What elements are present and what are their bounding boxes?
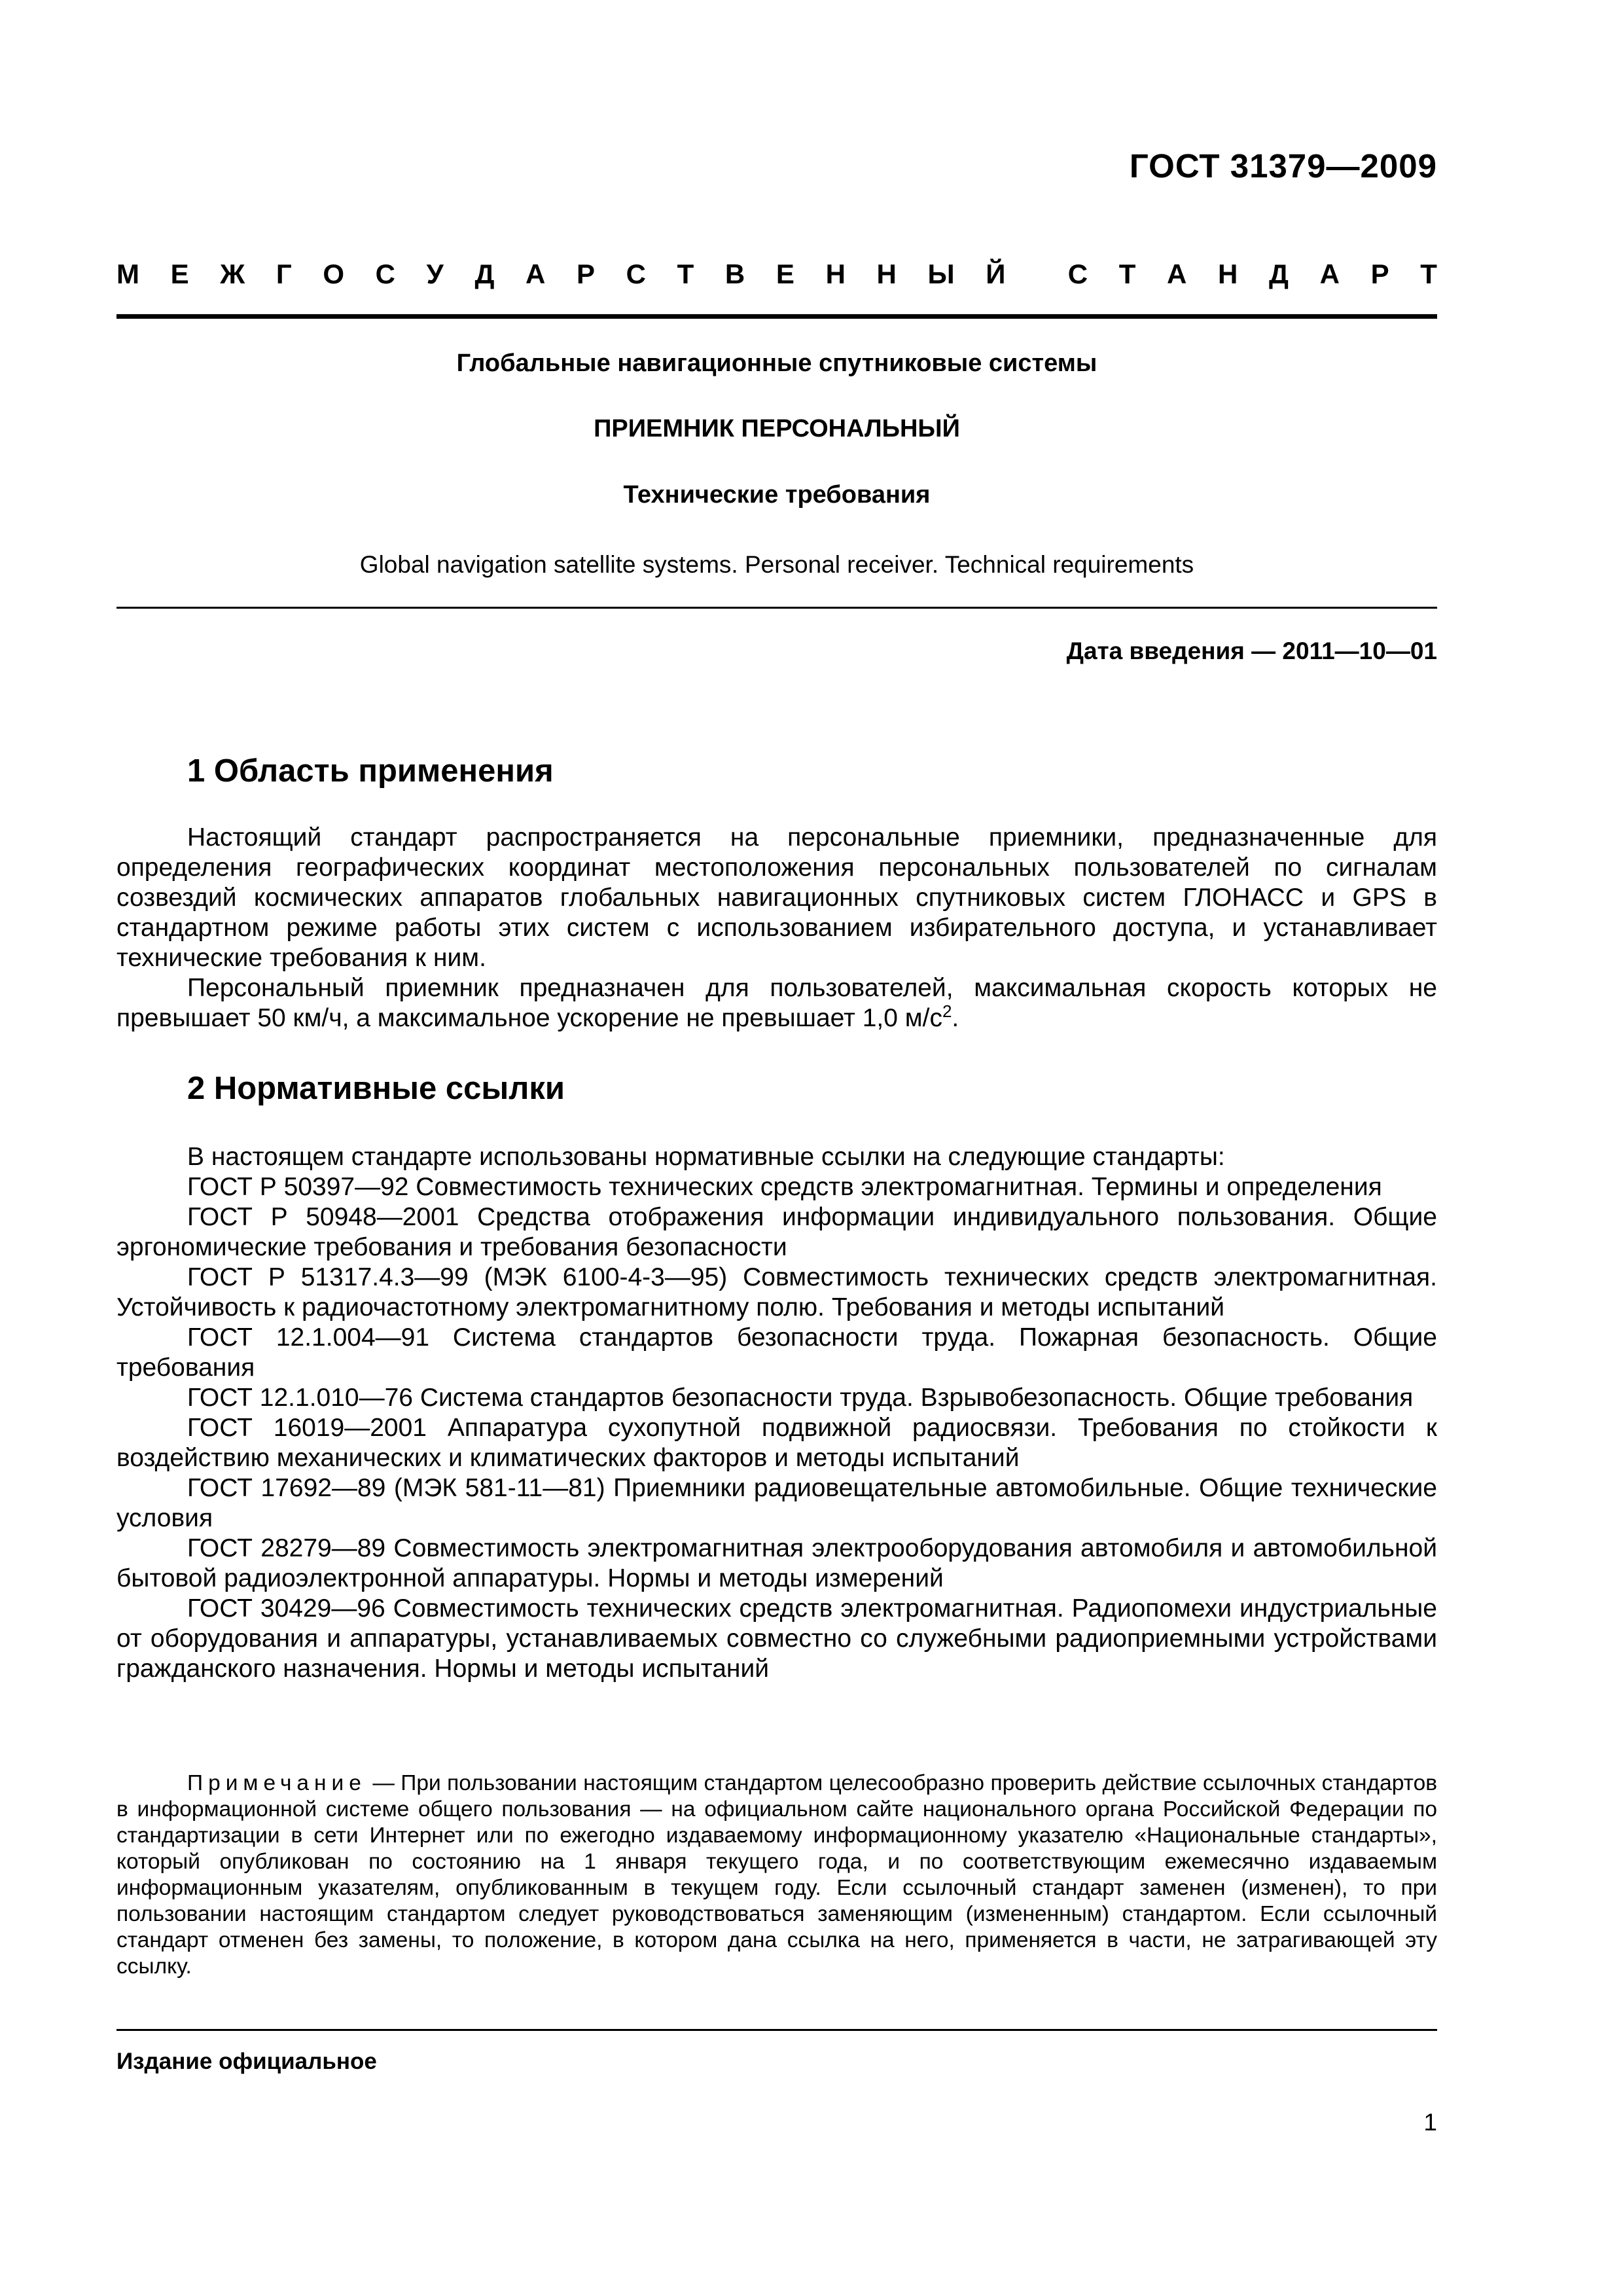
standard-kind-letter: Т [1420, 259, 1437, 289]
title-english: Global navigation satellite systems. Personal receiver. Technical requirements [359, 551, 1194, 578]
standard-kind-letter: М [116, 259, 139, 289]
section-1-paragraph [116, 973, 1437, 1033]
standard-kind-letter: Т [677, 259, 694, 289]
standard-kind-letter: Р [1370, 259, 1389, 289]
edition-label: Издание официальное [116, 2049, 377, 2074]
title-line-2: ПРИЕМНИК ПЕРСОНАЛЬНЫЙ [594, 415, 960, 442]
standard-kind-letter: Ж [220, 259, 245, 289]
section-1-paragraph-text: Персональный приемник предназначен для пользователей, максимальная скорость которых не превышает 50 км/ч, а максимальное ускорение не превышает 1,0 м/с [116, 974, 1437, 1032]
note-paragraph [116, 1770, 1437, 1980]
standard-kind-letter: С [1067, 259, 1088, 289]
standard-kind-letter: А [526, 259, 546, 289]
reference-item: ГОСТ Р 50948—2001 Средства отображения информации индивидуального пользования. Общие эргономические требования и требования безопасности [116, 1203, 1437, 1261]
reference-item: ГОСТ 12.1.010—76 Система стандартов безопасности труда. Взрывобезопасность. Общие требования [187, 1384, 1414, 1412]
standard-kind-letter: Н [876, 259, 897, 289]
paragraph-end: . [952, 1004, 959, 1032]
reference-item: ГОСТ Р 50397—92 Совместимость технических средств электромагнитная. Термины и определения [187, 1173, 1382, 1201]
section-1-paragraph: Настоящий стандарт распространяется на персональные приемники, предназначенные для определения географических координат местоположения персональных пользователей по сигналам созвездий космических аппаратов глобальных навигационных спутниковых систем ГЛОНАСС и GPS в стандартном режиме работы этих систем с использованием избирательного доступа, и устанавливает технические требования к ним. [116, 823, 1437, 972]
reference-item: ГОСТ 12.1.004—91 Система стандартов безопасности труда. Пожарная безопасность. Общие требования [116, 1323, 1437, 1382]
section-2-heading: 2 Нормативные ссылки [187, 1071, 565, 1106]
reference-item: ГОСТ 16019—2001 Аппаратура сухопутной подвижной радиосвязи. Требования по стойкости к воздействию механических и климатических факторов и методы испытаний [116, 1414, 1437, 1472]
reference-item: ГОСТ 30429—96 Совместимость технических средств электромагнитная. Радиопомехи индустриальные от оборудования и аппаратуры, устанавливаемых совместно со служебными радиоприемными устройствами гражданского назначения. Нормы и методы испытаний [116, 1594, 1437, 1683]
title-rule [116, 607, 1437, 609]
standard-kind-letter: С [626, 259, 646, 289]
standard-kind-letter: Д [1269, 259, 1289, 289]
section-1-body [116, 823, 1437, 1033]
standard-kind-letter: У [426, 259, 444, 289]
standard-kind-letter: Т [1118, 259, 1136, 289]
standard-kind-letter: Е [776, 259, 794, 289]
standard-kind-letter: О [323, 259, 345, 289]
note-text: — При пользовании настоящим стандартом целесообразно проверить действие ссылочных стандартов в информационной системе общего пользования — на официальном сайте национального органа Российской Федерации по стандартизации в сети Интернет или по ежегодно издаваемому информационному указателю «Национальные стандарты», который опубликован по состоянию на 1 января текущего года, и по соответствующим ежемесячно издаваемым информационным указателям, опубликованным в текущем году. Если ссылочный стандарт заменен (изменен), то при пользовании настоящим стандартом следует руководствоваться заменяющим (измененным) стандартом. Если ссылочный стандарт отменен без замены, то положение, в котором дана ссылка на него, применяется в части, не затрагивающей эту ссылку. [116, 1771, 1437, 1979]
intro-date: Дата введения — 2011—10—01 [1066, 637, 1437, 664]
standard-kind-letter: Н [1218, 259, 1238, 289]
section-2-intro: В настоящем стандарте использованы нормативные ссылки на следующие стандарты: [187, 1143, 1225, 1171]
superscript: 2 [942, 1001, 952, 1021]
standard-kind [116, 259, 1437, 290]
standard-kind-letter: С [375, 259, 396, 289]
standard-kind-letter: В [724, 259, 745, 289]
standard-kind-letter: Г [276, 259, 292, 289]
standard-kind-letter: Н [825, 259, 846, 289]
reference-item: ГОСТ 28279—89 Совместимость электромагнитная электрооборудования автомобиля и автомобильной бытовой радиоэлектронной аппаратуры. Нормы и методы измерений [116, 1534, 1437, 1592]
header-rule [116, 314, 1437, 319]
reference-item: ГОСТ 17692—89 (МЭК 581-11—81) Приемники радиовещательные автомобильные. Общие технические условия [116, 1474, 1437, 1532]
section-1-heading: 1 Область применения [187, 753, 554, 789]
title-line-1: Глобальные навигационные спутниковые системы [456, 350, 1097, 377]
title-line-3: Технические требования [623, 481, 931, 509]
standard-kind-letter: Р [576, 259, 595, 289]
note-label: Примечание [187, 1771, 366, 1795]
standard-kind-letter: А [1319, 259, 1340, 289]
standard-kind-letter: Ы [927, 259, 955, 289]
footer-rule [116, 2029, 1437, 2031]
page-number: 1 [1423, 2109, 1437, 2136]
standard-kind-letter: Е [170, 259, 189, 289]
standard-kind-letter: А [1167, 259, 1187, 289]
standard-kind-letter: Й [986, 259, 1006, 289]
standard-kind-letter: Д [474, 259, 495, 289]
note-block [116, 1770, 1437, 1980]
section-2-body [116, 1142, 1437, 1684]
document-page [116, 0, 1437, 2296]
reference-item: ГОСТ Р 51317.4.3—99 (МЭК 6100-4-3—95) Совместимость технических средств электромагнитная. Устойчивость к радиочастотному электромагнитному полю. Требования и методы испытаний [116, 1263, 1437, 1321]
doc-number: ГОСТ 31379—2009 [1129, 147, 1437, 185]
